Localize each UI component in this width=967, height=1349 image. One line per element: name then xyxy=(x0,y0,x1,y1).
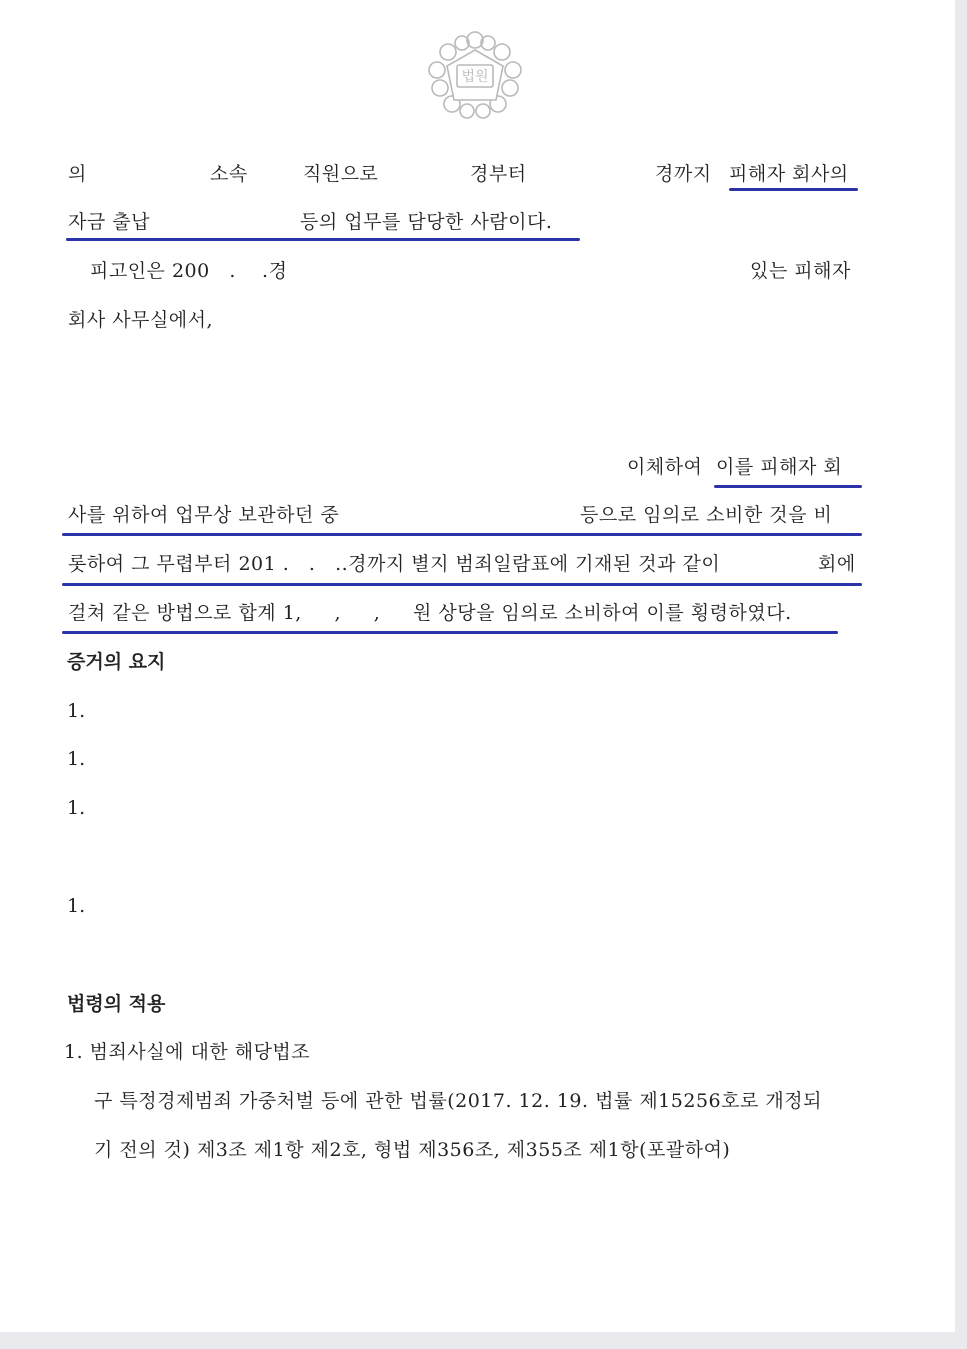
fact-r1-e: 경까지 xyxy=(655,163,712,185)
fact-r1-f: 피해자 회사의 xyxy=(729,163,849,185)
evidence-item: 1. xyxy=(67,748,86,770)
evidence-heading: 증거의 요지 xyxy=(67,651,166,673)
fact-r8-a: 걸쳐 같은 방법으로 합계 1, , , 원 상당을 임의로 소비하여 이를 횡령하였다. xyxy=(68,602,792,624)
evidence-item: 1. xyxy=(67,700,86,722)
fact-r1-a: 의 xyxy=(68,163,87,185)
fact-r6-a: 사를 위하여 업무상 보관하던 중 xyxy=(68,504,340,526)
evidence-item: 1. xyxy=(67,895,86,917)
fact-r7-b: 회에 xyxy=(818,553,856,575)
evidence-item: 1. xyxy=(67,797,86,819)
fact-r1-c: 직원으로 xyxy=(303,163,379,185)
highlight-underline xyxy=(66,238,580,241)
fact-r3-b: 있는 피해자 xyxy=(750,260,851,282)
fact-r7-a: 롯하여 그 무렵부터 201 . . ..경까지 별지 범죄일람표에 기재된 것과 같이 xyxy=(68,553,721,575)
law-heading: 법령의 적용 xyxy=(67,993,166,1015)
highlight-underline xyxy=(62,583,862,586)
law-text-line: 기 전의 것) 제3조 제1항 제2호, 형법 제356조, 제355조 제1항(포괄하여) xyxy=(94,1139,731,1161)
fact-r1-d: 경부터 xyxy=(470,163,527,185)
highlight-underline xyxy=(62,533,862,536)
fact-r2-a: 자금 출납 xyxy=(68,211,150,233)
fact-r2-b: 등의 업무를 담당한 사람이다. xyxy=(300,211,553,233)
law-text-line: 구 특정경제범죄 가중처벌 등에 관한 법률(2017. 12. 19. 법률 제15256호로 개정되 xyxy=(94,1090,822,1112)
fact-r1-b: 소속 xyxy=(210,163,248,185)
highlight-underline xyxy=(62,631,838,634)
fact-r5-b: 이를 피해자 회 xyxy=(716,456,843,478)
highlight-underline xyxy=(729,188,858,191)
fact-r3-a: 피고인은 200 . .경 xyxy=(90,260,288,282)
fact-r5-a: 이체하여 xyxy=(627,456,703,478)
seal-label: 법원 xyxy=(461,69,489,85)
law-item: 1. 범죄사실에 대한 해당법조 xyxy=(64,1041,311,1063)
court-seal-icon xyxy=(426,28,524,120)
highlight-underline xyxy=(714,485,862,488)
fact-r6-b: 등으로 임의로 소비한 것을 비 xyxy=(580,504,833,526)
fact-r4-a: 회사 사무실에서, xyxy=(68,309,214,331)
